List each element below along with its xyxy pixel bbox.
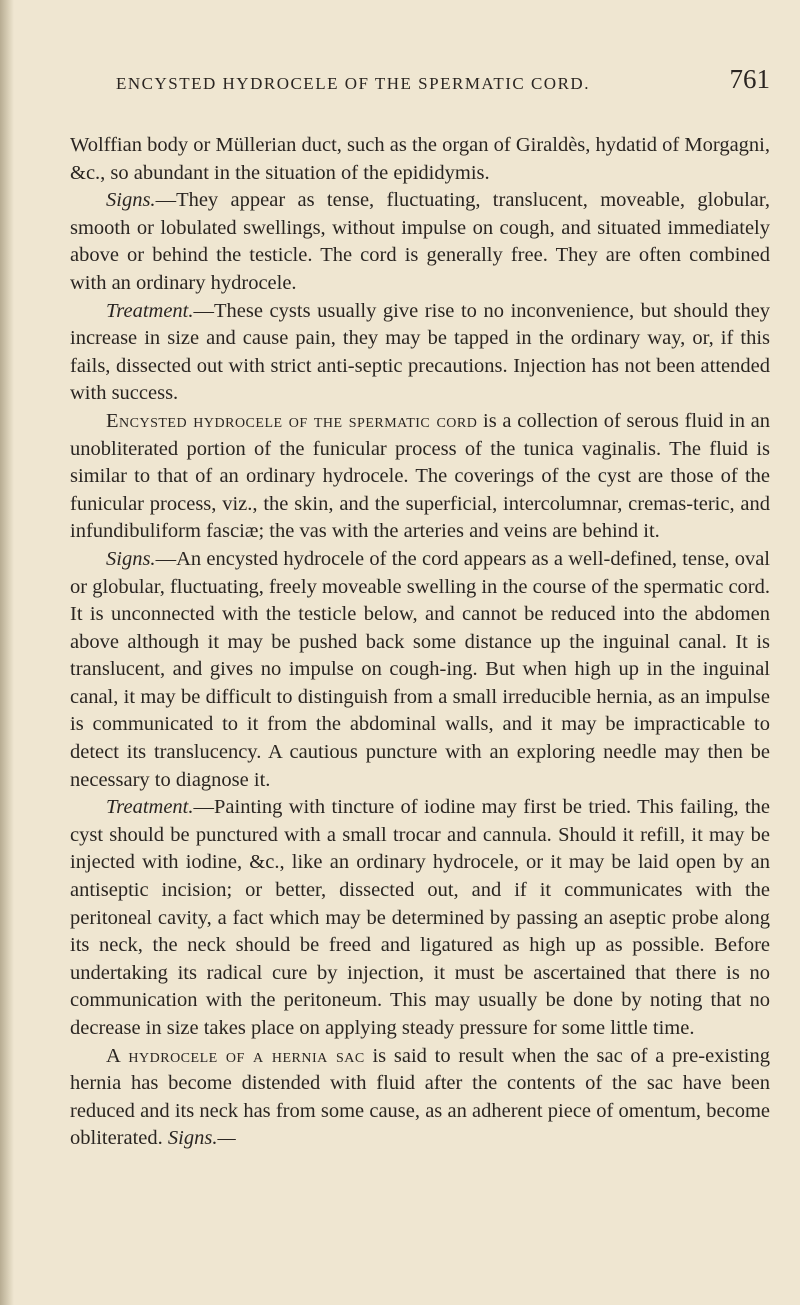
paragraph-text: Wolffian body or Müllerian duct, such as the organ of Giraldès, hydatid of Morgagni, &c., so abundant in the situation of the epididymis. bbox=[70, 134, 770, 184]
paragraph-text: is said to result when the sac of a pre-existing hernia has become distended with fluid after the contents of the sac have been reduced and its neck has from some cause, as an adherent piece of omentum, become obliterated. bbox=[70, 1044, 770, 1150]
paragraph-lead: Signs. bbox=[106, 547, 156, 570]
section-heading: A hydrocele of a hernia sac bbox=[106, 1044, 365, 1067]
paragraph-text: —An encysted hydrocele of the cord appears as a well-defined, tense, oval or globular, fluctuating, freely moveable swelling in the course of the spermatic cord. It is unconnected with the testicle below, and cannot be reduced into the abdomen above although it may be pushed back some distance up the inguinal canal. It is translucent, and gives no impulse on cough-ing. But when high up in the inguinal canal, it may be difficult to distinguish from a small irreducible hernia, as an impulse is communicated to it from the abdominal walls, and it may be impracticable to detect its translucency. A cautious puncture with an exploring needle may then be necessary to diagnose it. bbox=[70, 547, 770, 791]
book-page bbox=[70, 0, 770, 1153]
paragraph-hernia-sac bbox=[70, 1043, 770, 1153]
paragraph-lead: Treatment. bbox=[106, 796, 194, 819]
running-head bbox=[70, 62, 770, 102]
paragraph-lead: Signs. bbox=[106, 189, 156, 212]
paragraph-text: —They appear as tense, fluctuating, translucent, moveable, globular, smooth or lobulated swellings, without impulse on cough, and situated immediately above or behind the testicle. The cord is generally free. They are often combined with an ordinary hydrocele. bbox=[70, 189, 770, 294]
page-number: 761 bbox=[729, 64, 770, 94]
paragraph-signs-cord bbox=[70, 546, 770, 794]
running-title: ENCYSTED HYDROCELE OF THE SPERMATIC CORD. bbox=[116, 74, 590, 93]
paragraph-text: —These cysts usually give rise to no inconvenience, but should they increase in size and cause pain, they may be tapped in the ordinary way, or, if this fails, dissected out with strict anti-septic precautions. Injection has not been attended with success. bbox=[70, 299, 770, 405]
paragraph-lead: Treatment. bbox=[106, 299, 194, 322]
body-text bbox=[70, 132, 770, 1153]
paragraph-text: is a collection of serous fluid in an unobliterated portion of the funicular process of the tunica vaginalis. The fluid is similar to that of an ordinary hydrocele. The coverings of the cyst are those of the funicular process, viz., the skin, and the superficial, intercolumnar, cremas-teric, and infundibuliform fasciæ; the vas with the arteries and veins are behind it. bbox=[70, 409, 770, 543]
paragraph-treatment-cysts bbox=[70, 298, 770, 408]
paragraph-trail: Signs.— bbox=[167, 1127, 236, 1150]
paragraph-encysted-hydrocele bbox=[70, 408, 770, 546]
paragraph-signs-cysts bbox=[70, 187, 770, 297]
section-heading: Encysted hydrocele of the spermatic cord bbox=[106, 409, 478, 432]
book-spine-shadow bbox=[0, 0, 14, 1305]
paragraph-text: —Painting with tincture of iodine may first be tried. This failing, the cyst should be punctured with a small trocar and cannula. Should it refill, it may be injected with iodine, &c., like an ordinary hydrocele, or it may be laid open by an antiseptic incision; or better, dissected out, and if it communicates with the peritoneal cavity, a fact which may be determined by passing an aseptic probe along its neck, the neck should be freed and ligatured as high up as possible. Before undertaking its radical cure by injection, it must be ascertained that there is no communication with the peritoneum. This may usually be done by noting that no decrease in size takes place on applying steady pressure for some little time. bbox=[70, 796, 770, 1039]
paragraph-continuation bbox=[70, 132, 770, 187]
paragraph-treatment-cord bbox=[70, 794, 770, 1042]
